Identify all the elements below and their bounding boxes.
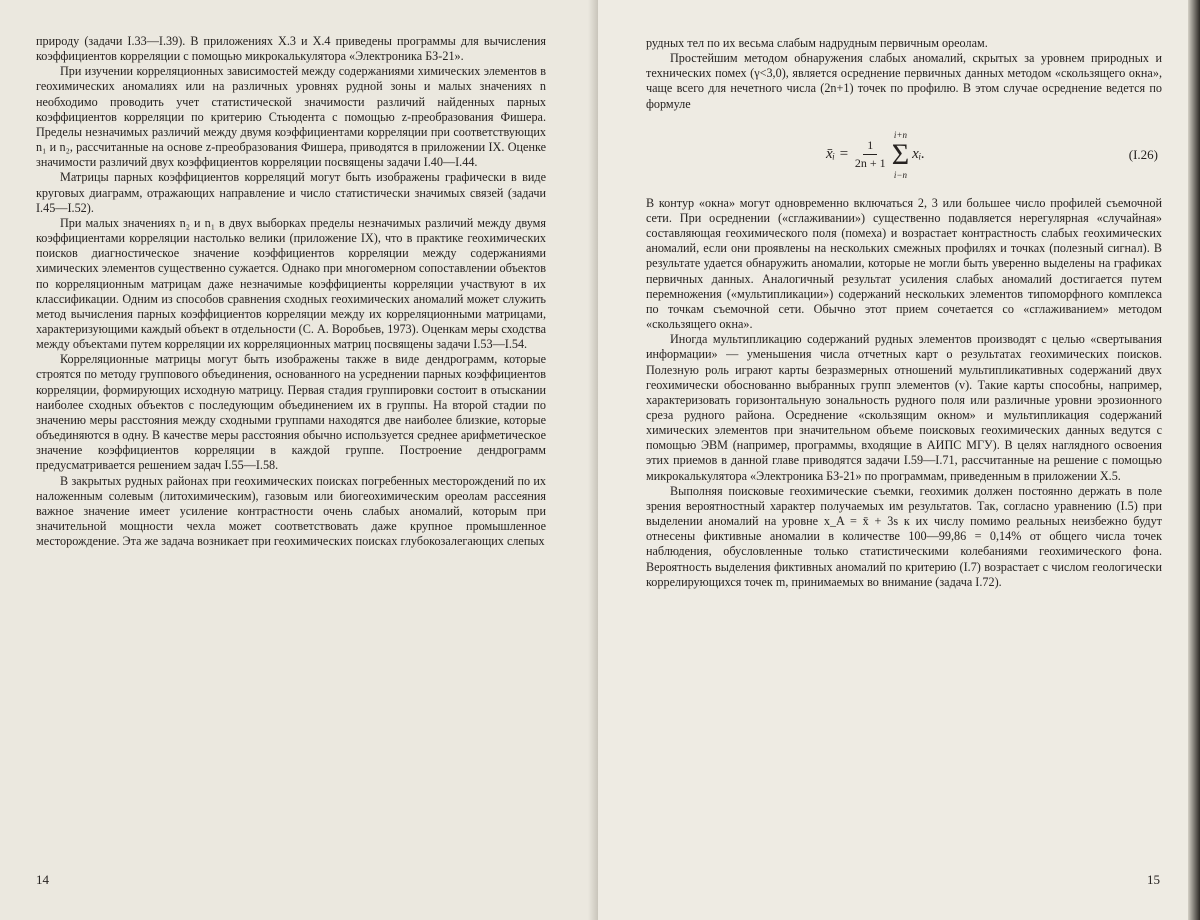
formula-fraction: [855, 138, 886, 171]
equation-number: (I.26): [1128, 146, 1158, 162]
sum-lower-limit: i−n: [893, 169, 907, 180]
summation: [892, 130, 909, 180]
left-page-text: [36, 34, 546, 549]
page-number: 15: [1147, 872, 1160, 887]
page-number: 14: [36, 872, 49, 887]
formula-term: xᵢ.: [912, 146, 925, 163]
left-page: [0, 0, 598, 920]
fraction-numerator: 1: [863, 138, 877, 155]
paragraph: Простейшим методом обнаружения слабых аномалий, скрытых за уровнем природных и технических помех (γ<3,0), является осреднение первичных данных методом «скользящего окна», чаще всего для нечетного числа (2n+1) точек по профилю. В этом случае осреднение ведется по формуле: [646, 51, 1162, 111]
paragraph: рудных тел по их весьма слабым надрудным первичным ореолам.: [646, 36, 988, 50]
paragraph: При малых значениях n₂ и n₁ в двух выборках пределы незначимых различий между двумя коэффициентами корреляции настолько велики (приложение IX), что в практике геохимических поисков диагностическое значение коэффициентов корреляции между содержаниями химических элементов существенно сужается. Однако при многомерном сопоставлении объектов по корреляционным матрицам даже незначимые коэффициенты корреляции участвуют в их классификации. Одним из способов сравнения сходных геохимических аномалий может служить метод вычисления парных коэффициентов корреляции между их корреляционными матрицами, характеризующими каждый объект в отдельности (С. А. Воробьев, 1973). Оценкам меры сходства между объектами путем корреляции их корреляционных матриц посвящены задачи I.53—I.54.: [36, 215, 546, 352]
paragraph: В закрытых рудных районах при геохимических поисках погребенных месторождений по их наложенным солевым (литохимическим), газовым или биогеохимическим ореолам рассеяния важное значение имеет усиление контрастности очень слабых аномалий, которым при значительной мощности чехла может соответствовать даже крупное промышленное месторождение. Эта же задача возникает при геохимических поисках глубокозалегающих слепых: [36, 473, 546, 549]
paragraph: Выполняя поисковые геохимические съемки, геохимик должен постоянно держать в поле зрения вероятностный характер получаемых им результатов. Так, согласно уравнению (I.5) при выделении аномалий на уровне x_A = x̄ + 3s к их числу помимо реальных неизбежно будут отнесены фиктивные аномалии в количестве 100—99,86 = 0,14% от общего числа точек наблюдения, обусловленные только статистическими колебаниями геохимического фона. Вероятность выделения фиктивных аномалий по критерию (I.7) возрастает с числом геологически коррелирующихся точек m, принимаемых во внимание (задача I.72).: [646, 483, 1162, 589]
sum-upper-limit: i+n: [893, 129, 907, 140]
formula: [826, 130, 925, 180]
paragraph: Корреляционные матрицы могут быть изображены также в виде дендрограмм, которые строятся по методу группового объединения, основанного на усреднении парных коэффициентов корреляции, формирующих исходную матрицу. Первая стадия группировки состоит в отыскании наиболее сходных объектов с последующим объединением их в группы. На второй стадии по значению меры расстояния между сходными группами находятся две наиболее близкие, которые объединяются в одну. В качестве меры расстояния обычно используется среднее арифметическое значение коэффициентов корреляции в каждой группе. Построение дендрограмм предусматривается решением задач I.55—I.58.: [36, 352, 546, 473]
sigma-symbol: Σ: [891, 137, 910, 171]
page-edge-shadow: [1188, 0, 1200, 920]
formula-block: [646, 118, 1162, 192]
paragraph: Иногда мультипликацию содержаний рудных элементов производят с целью «свертывания информации» — уменьшения числа отчетных карт о результатах геохимических поисков. Полезную роль играют карты безразмерных отношений мультипликативных содержаний двух геохимически обоснованно выбранных групп элементов (v). Такие карты способны, например, характеризовать горизонтальную зональность рудного поля или различные уровни эрозионного среза рудного района. Осреднение «скользящим окном» и мультипликация содержаний химических элементов при значительном объеме поисковых геохимических данных ведутся с помощью ЭВМ (например, программы, входящие в АИПС МГУ). В целях наглядного освоения этих приемов в данной главе приводятся задачи I.59—I.71, рассчитанные на решение с помощью микрокалькулятора «Электроника БЗ-21» по программам, приведенным в приложении X.5.: [646, 332, 1162, 483]
paragraph: Матрицы парных коэффициентов корреляций могут быть изображены графически в виде круговых диаграмм, отражающих направление и число статистически значимых связей (задачи I.45—I.52).: [36, 170, 546, 215]
formula-lhs: x̄ᵢ =: [826, 146, 849, 163]
right-page: [598, 0, 1200, 920]
fraction-denominator: 2n + 1: [854, 156, 886, 171]
right-page-text: [646, 36, 1162, 590]
paragraph: природу (задачи I.33—I.39). В приложениях X.3 и X.4 приведены программы для вычисления коэффициентов корреляции с помощью микрокалькулятора «Электроника БЗ-21».: [36, 34, 546, 64]
paragraph: При изучении корреляционных зависимостей между содержаниями химических элементов в геохимических аномалиях или на различных уровнях рудной зоны и малых значениях n необходимо проводить учет статистической значимости различий найденных парных коэффициентов корреляции по критерию Стьюдента с помощью z-преобразования Фишера. Пределы незначимых различий между двумя коэффициентами корреляции при соответствующих n₁ и n₂, рассчитанные на основе z-преобразования Фишера, приводятся в приложении IX. Оценке значимости различий двух коэффициентов корреляции посвящены задачи I.40—I.44.: [36, 64, 546, 170]
paragraph: В контур «окна» могут одновременно включаться 2, 3 или большее число профилей съемочной сети. При осреднении («сглаживании») существенно подавляется нерегулярная «случайная» составляющая геохимического поля (помеха) и возрастает контрастность слабых геохимических аномалий, если они проявлены на нескольких смежных профилях и точках (полезный сигнал). В результате удается обнаружить аномалии, которые не могли быть уверенно выделены на графиках первичных данных. Аналогичный результат усиления слабых аномалий достигается путем перемножения («мультипликации») содержаний нескольких элементов типоморфного комплекса по точкам съемочной сети. Обычно этот прием сочетается со «сглаживанием» методом «скользящего окна».: [646, 195, 1162, 332]
